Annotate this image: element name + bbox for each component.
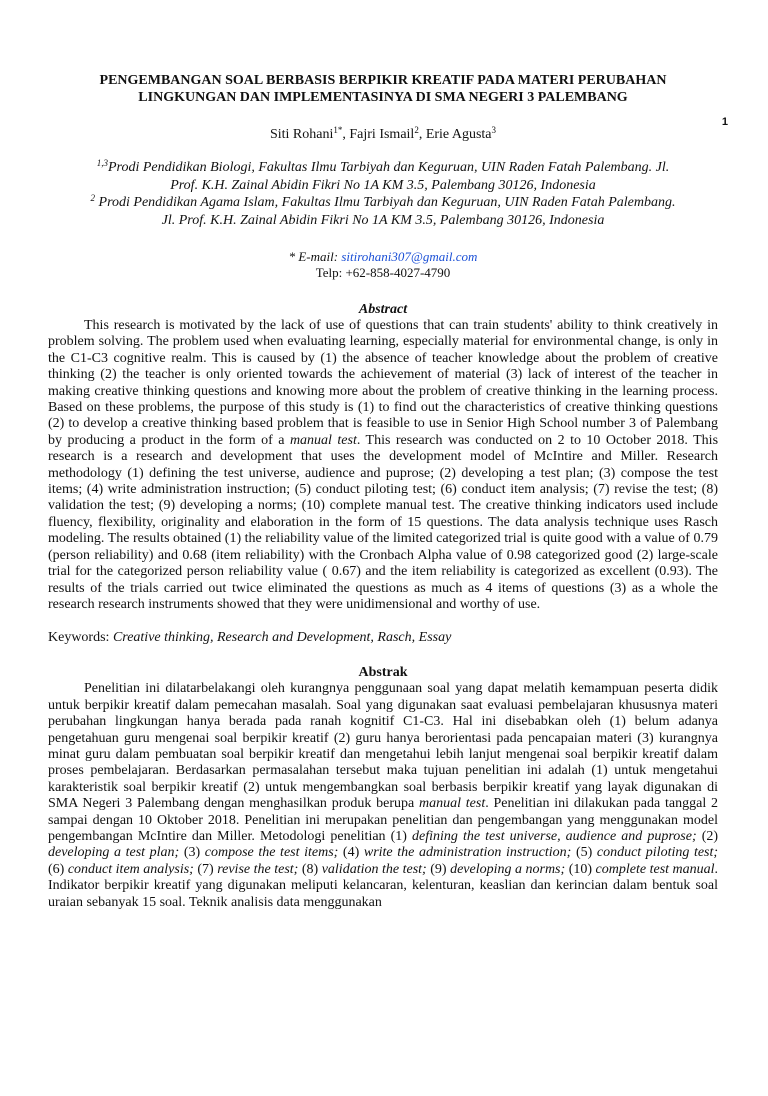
abstrak-emphasis: revise the test; bbox=[217, 861, 299, 877]
abstrak-emphasis: developing a norms; bbox=[450, 861, 566, 877]
paper-title bbox=[48, 72, 718, 106]
keywords-values: Creative thinking, Research and Development, Rasch, Essay bbox=[112, 630, 452, 646]
abstract-heading: Abstract bbox=[358, 302, 408, 317]
abstrak-emphasis: conduct item analysis; bbox=[67, 861, 194, 877]
abstract-body bbox=[48, 318, 718, 613]
affiliation-mark: 2 bbox=[90, 193, 96, 203]
abstrak-text: (10) bbox=[568, 861, 593, 877]
page-number: 1 bbox=[721, 116, 728, 128]
author-affiliation-mark: 1* bbox=[333, 125, 343, 135]
abstrak-emphasis: manual test bbox=[419, 796, 486, 812]
abstrak-emphasis: compose the test items; bbox=[204, 845, 339, 861]
affiliation-1-line-2: Prof. K.H. Zainal Abidin Fikri No 1A KM 3.5, Palembang 30126, Indonesia bbox=[170, 177, 596, 193]
abstrak-text: (7) bbox=[197, 861, 214, 877]
affiliation-1-line-1 bbox=[48, 159, 718, 177]
title-line-1: PENGEMBANGAN SOAL BERBASIS BERPIKIR KREATIF PADA MATERI PERUBAHAN bbox=[99, 73, 667, 88]
abstrak-text: (2) bbox=[701, 828, 719, 844]
abstrak-body bbox=[48, 681, 718, 911]
abstract-emphasis: manual test bbox=[289, 432, 357, 448]
author-name: Siti Rohani bbox=[269, 127, 334, 142]
author-affiliation-mark: 3 bbox=[491, 125, 497, 135]
abstrak-emphasis: conduct piloting test; bbox=[596, 845, 719, 861]
author-list: Siti Rohani$^{1*}$, Fajri Ismail$^2$, Erie Agusta$^3$ bbox=[269, 125, 497, 142]
affiliations bbox=[48, 159, 718, 229]
abstrak-emphasis: developing a test plan; bbox=[48, 845, 180, 861]
affiliation-text: Prodi Pendidikan Biologi, Fakultas Ilmu Tarbiyah dan Keguruan, UIN Raden Fatah Palembang. Jl. bbox=[108, 160, 670, 175]
phone-line: Telp: +62-858-4027-4790 bbox=[315, 265, 451, 280]
abstrak-text: (9) bbox=[430, 861, 447, 877]
keywords bbox=[48, 629, 718, 646]
abstrak-emphasis: validation the test; bbox=[321, 861, 427, 877]
abstract-text: This research is motivated by the lack of use of questions that can train students' ability to think creatively in problem solving. The problem used when evaluating learning, especially material for environmental change, is only in the C1-C3 cognitive realm. This is caused by (1) the absence of teacher knowledge about the problem of creative thinking (2) the teacher is only oriented towards the achievement of material (3) lack of interest of the teacher in making creative thinking questions and knowing more about the problem of creative thinking in the learning process. Based on these problems, the purpose of this study is (1) to find out the characteristics of creative thinking questions (2) to develop a creative thinking based problem that is feasible to use in Senior High School number 3 of Palembang by producing a product in the form of a bbox=[48, 318, 718, 448]
affiliation-text: Prodi Pendidikan Agama Islam, Fakultas Ilmu Tarbiyah dan Keguruan, UIN Raden Fatah Palembang. bbox=[98, 195, 676, 210]
abstrak-text: . Indikator berpikir kreatif yang digunakan meliputi kelancaran, kelenturan, keaslian dan kerincian dalam bentuk soal uraian sebanyak 15 soal. Teknik analisis data menggunakan bbox=[48, 861, 719, 910]
author-affiliation-mark: 2 bbox=[414, 125, 419, 135]
author-name: Fajri Ismail bbox=[349, 127, 415, 142]
abstrak-emphasis: defining the test universe, audience and puprose; bbox=[412, 828, 697, 844]
abstrak-text: (3) bbox=[183, 845, 201, 861]
abstrak-text: (4) bbox=[342, 845, 360, 861]
abstrak-text: (5) bbox=[575, 845, 593, 861]
abstrak-emphasis: write the administration instruction; bbox=[363, 845, 572, 861]
contact-info bbox=[48, 249, 718, 281]
abstrak-emphasis: complete test manual bbox=[595, 861, 715, 877]
email-link[interactable]: sitirohani307@gmail.com bbox=[341, 249, 478, 264]
affiliation-2-line-2: Jl. Prof. K.H. Zainal Abidin Fikri No 1A KM 3.5, Palembang 30126, Indonesia bbox=[161, 212, 605, 228]
abstrak-text: . Penelitian ini dilakukan pada tanggal 2 sampai dengan 10 Oktober 2018. Penelitian ini merupakan penelitian dan pengembangan yang menggunakan model pengembangan McIntire dan Miller. Metodologi penelitian (1) bbox=[48, 796, 718, 844]
document-page bbox=[0, 72, 768, 1096]
keywords-label: Keywords: bbox=[48, 630, 110, 646]
abstrak-text: Penelitian ini dilatarbelakangi oleh kurangnya penggunaan soal yang dapat melatih kemampuan peserta didik untuk berpikir kreatif dalam pemecahan masalah. Soal yang digunakan saat evaluasi pembelajaran khususnya materi perubahan lingkungan hanya berada pada ranah kognitif C1-C3. Hal ini disebabkan oleh (1) belum adanya pengetahuan guru mengenai soal berpikir kreatif (2) guru hanya berorientasi pada pencapaian materi (3) kurangnya minat guru dalam pembuatan soal berpikir kreatif dan mengetahui lebih lanjut mengenai soal berpikir kreatif dalam proses pembelajaran. Berdasarkan permasalahan tersebut maka tujuan penelitian ini adalah (1) untuk mengetahui karakteristik soal berpikir kreatif (2) untuk mengembangkan soal berbasis berpikir kreatif yang layak digunakan di SMA Negeri 3 Palembang dengan menghasilkan produk berupa bbox=[48, 681, 718, 812]
affiliation-mark: 1,3 bbox=[96, 158, 108, 168]
title-line-2: LINGKUNGAN DAN IMPLEMENTASINYA DI SMA NEGERI 3 PALEMBANG bbox=[138, 90, 628, 105]
abstrak-text: (6) bbox=[48, 861, 65, 877]
affiliation-2-line-1 bbox=[48, 194, 718, 212]
email-label: * E-mail: bbox=[288, 249, 339, 264]
abstract-text: . This research was conducted on 2 to 10 October 2018. This research is a research and development that uses the development model of McIntire and Miller. Research methodology (1) defining the test universe, audience and puprose; (2) developing a test plan; (3) compose the test items; (4) write administration instruction; (5) conduct piloting test; (6) conduct item analysis; (7) revise the test; (8) validation the test; (9) developing a norms; (10) complete manual test. The creative thinking indicators used include fluency, flexibility, originality and elaboration in the form of 15 questions. The data analysis technique uses Rasch modeling. The results obtained (1) the reliability value of the limited categorized trial is quite good with a value of 0.79 (person reliability) and 0.68 (item reliability) with the Cronbach Alpha value of 0.98 categorized good (2) large-scale trial for the categorized person reliability value ( 0.67) and the item reliability is categorized as excellent (0.93). The results of the trials carried out twice eliminated the questions as much as 4 items of questions (3) as a whole the research research instruments showed that they were unidimensional and worthy of use. bbox=[48, 432, 719, 612]
author-name: Erie Agusta bbox=[425, 127, 492, 142]
abstrak-heading: Abstrak bbox=[358, 665, 408, 681]
abstrak-text: (8) bbox=[301, 861, 319, 877]
email-line bbox=[48, 249, 718, 265]
